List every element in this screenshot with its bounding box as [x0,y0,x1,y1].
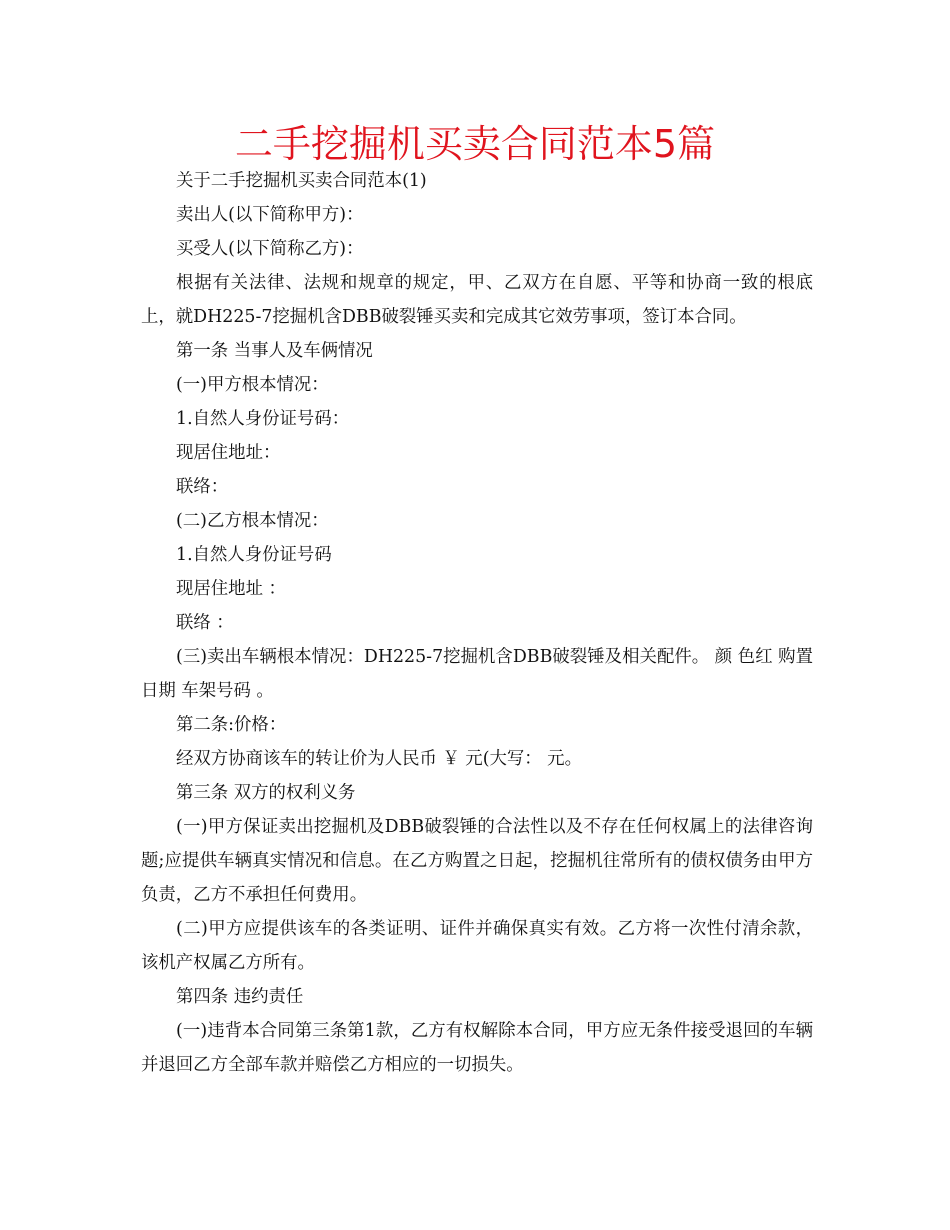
document-title: 二手挖掘机买卖合同范本5篇 [234,122,716,166]
paragraph-price: 经双方协商该车的转让价为人民币 ￥ 元(大写： 元。 [176,749,582,769]
paragraph-party-a-address: 现居住地址： [176,443,281,463]
paragraph-article-3: 第三条 双方的权利义务 [176,783,356,803]
paragraph-party-b-contact: 联络 ： [176,613,234,633]
paragraph-party-a-id: 1.自然人身份证号码： [176,409,350,429]
paragraph-vehicle-info: (三)卖出车辆根本情况：DH225-7挖掘机含DBB破裂锤及相关配件。 颜 色红 购置日期 车架号码 。 [141,647,813,701]
paragraph-article-4: 第四条 违约责任 [176,987,304,1007]
paragraph-preamble: 根据有关法律、法规和规章的规定，甲、乙双方在自愿、平等和协商一致的根底上，就DH225-7挖掘机含DBB破裂锤买卖和完成其它效劳事项，签订本合同。 [141,273,813,327]
paragraph-buyer: 买受人(以下简称乙方)： [176,239,364,259]
paragraph-party-a-contact: 联络： [176,477,229,497]
paragraph-heading-sample: 关于二手挖掘机买卖合同范本(1) [176,171,427,191]
paragraph-party-b-info: (二)乙方根本情况： [176,511,329,531]
paragraph-rights-1: (一)甲方保证卖出挖掘机及DBB破裂锤的合法性以及不存在任何权属上的法律咨询题;应提供车辆真实情况和信息。在乙方购置之日起，挖掘机往常所有的债权债务由甲方负责，乙方不承担任何费用。 [141,817,813,905]
paragraph-party-a-info: (一)甲方根本情况： [176,375,329,395]
paragraph-article-1: 第一条 当事人及车俩情况 [176,341,373,361]
paragraph-article-2: 第二条:价格： [176,715,287,735]
paragraph-liability-1: (一)违背本合同第三条第1款，乙方有权解除本合同，甲方应无条件接受退回的车辆并退回乙方全部车款并赔偿乙方相应的一切损失。 [141,1021,813,1075]
document-body [141,164,813,1082]
paragraph-seller: 卖出人(以下简称甲方)： [176,205,364,225]
paragraph-party-b-id: 1.自然人身份证号码 [176,545,332,565]
paragraph-rights-2: (二)甲方应提供该车的各类证明、证件并确保真实有效。乙方将一次性付清余款，该机产权属乙方所有。 [141,919,813,973]
paragraph-party-b-address: 现居住地址 ： [176,579,286,599]
